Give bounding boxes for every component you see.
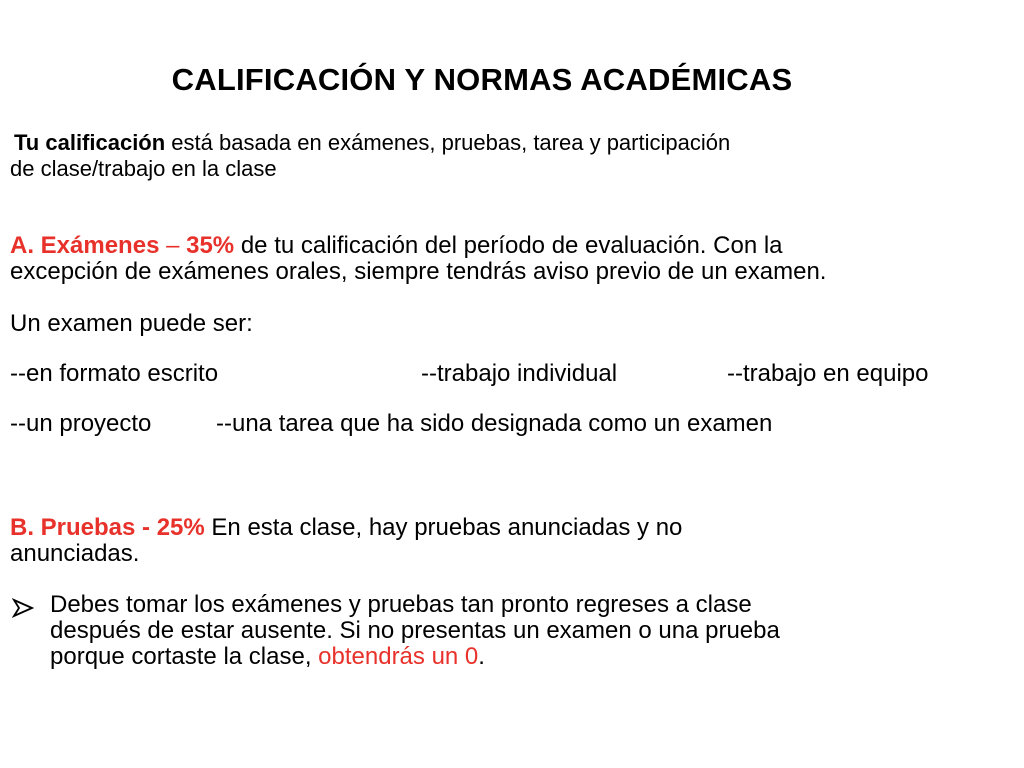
bullet-penalty: obtendrás un 0 [318,643,479,670]
section-b-label: B. Pruebas - 25% [10,514,205,541]
section-a-label: A. Exámenes [10,232,160,259]
option-project: --un proyecto [10,410,152,437]
option-team: --trabajo en equipo [727,360,929,387]
option-homework-exam: --una tarea que ha sido designada como un examen [216,410,773,437]
section-b-line-2: anunciadas. [10,540,140,567]
intro-line-1 [14,131,730,155]
section-a-dash: – [159,232,187,259]
intro-bold: Tu calificación [14,130,166,155]
slide-title: CALIFICACIÓN Y NORMAS ACADÉMICAS [171,62,793,97]
bullet-line-3 [50,644,485,670]
bullet-line-1: Debes tomar los exámenes y pruebas tan pronto regreses a clase [50,591,752,618]
intro-rest: está basada en exámenes, pruebas, tarea y participación [165,130,731,155]
arrowhead-bullet-icon [12,598,34,618]
section-a-rest: de tu calificación del período de evaluación. Con la [234,232,783,259]
option-individual: --trabajo individual [421,360,618,387]
section-a-line-2: excepción de exámenes orales, siempre tendrás aviso previo de un examen. [10,258,827,285]
section-b-rest: En esta clase, hay pruebas anunciadas y no [204,514,683,541]
bullet-line-3-prefix: porque cortaste la clase, [50,643,319,670]
intro-line-2: de clase/trabajo en la clase [10,156,277,181]
bullet-line-3-suffix: . [478,643,485,670]
option-written: --en formato escrito [10,360,219,387]
exam-can-be: Un examen puede ser: [10,310,253,337]
bullet-line-2: después de estar ausente. Si no presentas un examen o una prueba [50,617,780,644]
section-a-percent: 35% [186,232,235,259]
section-a-line-1 [10,233,783,259]
section-b-line-1 [10,515,682,541]
